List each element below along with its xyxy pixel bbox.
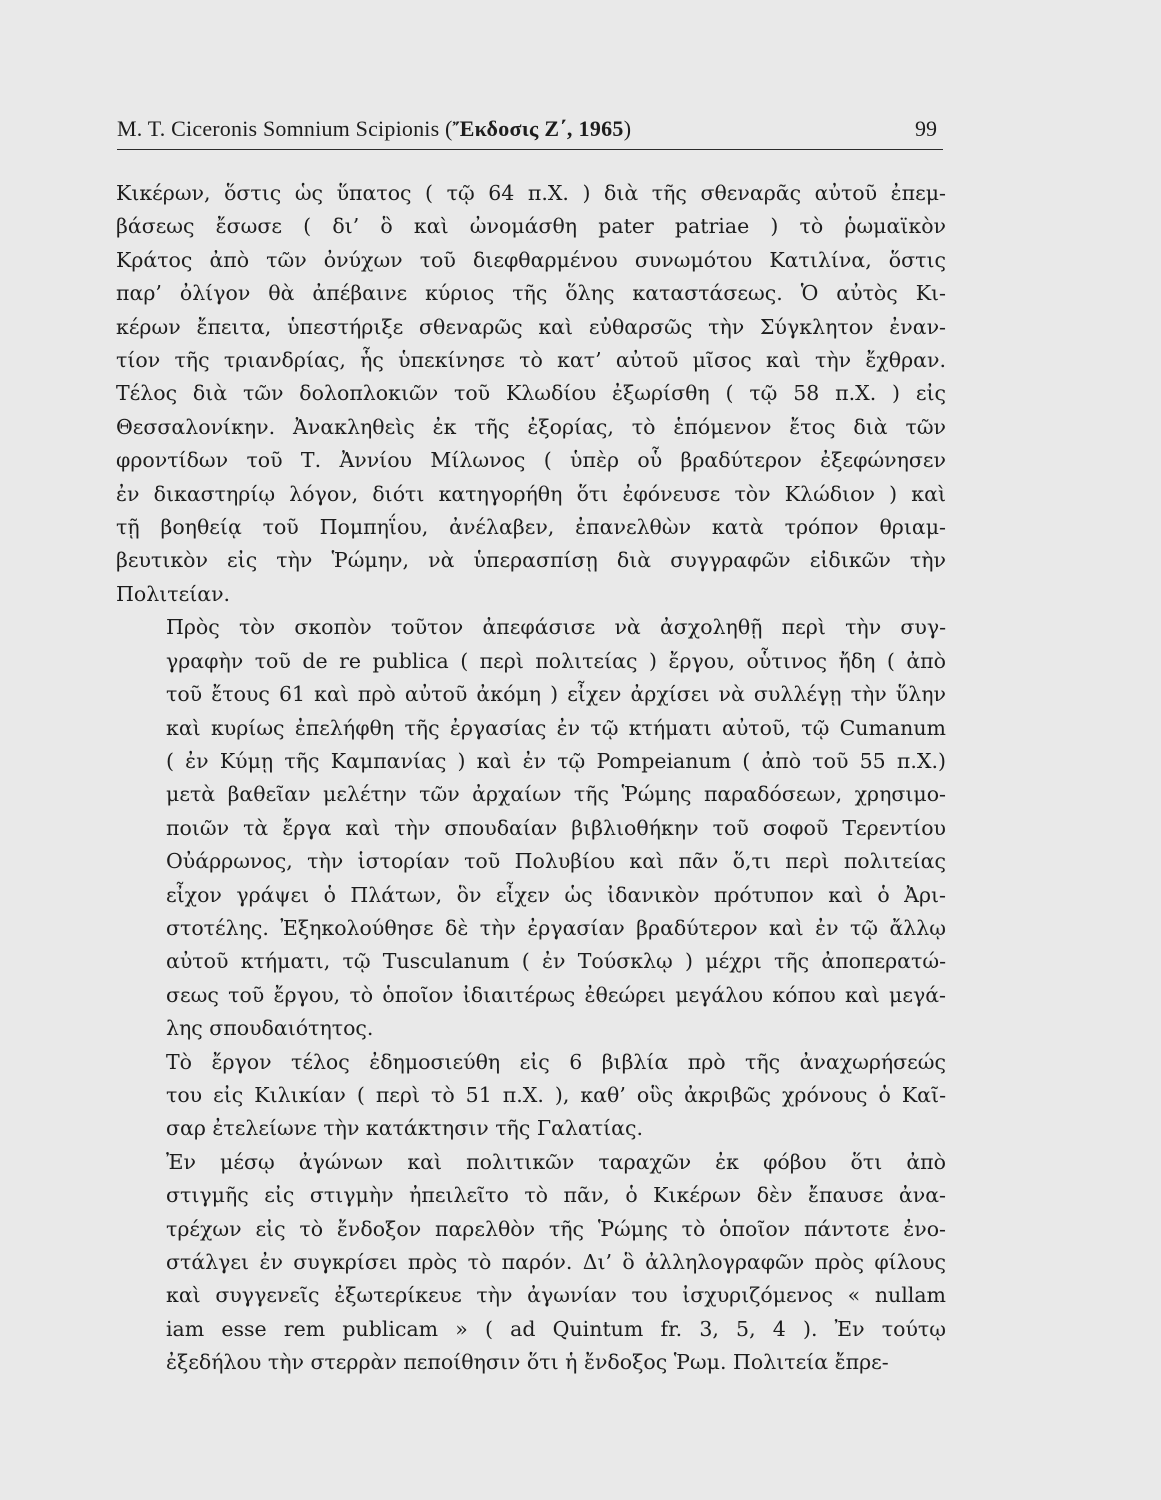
paragraph bbox=[116, 611, 946, 1045]
page-header bbox=[117, 104, 943, 150]
text-line: Πρὸς τὸν σκοπὸν τοῦτον ἀπεφάσισε νὰ ἀσχοληθῇ περὶ τὴν συγ- bbox=[166, 615, 946, 640]
paragraph bbox=[116, 177, 946, 611]
text-line: σεως τοῦ ἔργου, τὸ ὁποῖον ἰδιαιτέρως ἐθεώρει μεγάλου κόπου καὶ μεγά- bbox=[166, 982, 946, 1007]
text-line: βάσεως ἔσωσε ( δι’ ὃ καὶ ὠνομάσθη pater patriae ) τὸ ῥωμαϊκὸν bbox=[116, 214, 946, 239]
text-line: τίον τῆς τριανδρίας, ἧς ὑπεκίνησε τὸ κατ’ αὐτοῦ μῖσος καὶ τὴν ἔχθραν. bbox=[116, 348, 946, 373]
text-line: σαρ ἐτελείωνε τὴν κατάκτησιν τῆς Γαλατίας. bbox=[166, 1116, 643, 1141]
page-number: 99 bbox=[915, 116, 937, 141]
text-line: του εἰς Κιλικίαν ( περὶ τὸ 51 π.Χ. ), καθ’ οὓς ἀκριβῶς χρόνους ὁ Καῖ- bbox=[166, 1082, 946, 1107]
running-title-prefix: M. T. Ciceronis Somnium Scipionis ( bbox=[117, 116, 453, 141]
text-line: καὶ κυρίως ἐπελήφθη τῆς ἐργασίας ἐν τῷ κτήματι αὐτοῦ, τῷ Cumanum bbox=[166, 715, 946, 740]
text-line: στάλγει ἐν συγκρίσει πρὸς τὸ παρόν. Δι’ ὃ ἀλληλογραφῶν πρὸς φίλους bbox=[166, 1250, 946, 1274]
text-line: Θεσσαλονίκην. Ἀνακληθεὶς ἐκ τῆς ἐξορίας, τὸ ἑπόμενον ἔτος διὰ τῶν bbox=[116, 414, 946, 439]
text-line: Τέλος διὰ τῶν δολοπλοκιῶν τοῦ Κλωδίου ἐξωρίσθη ( τῷ 58 π.Χ. ) εἰς bbox=[116, 381, 946, 406]
text-line: ποιῶν τὰ ἔργα καὶ τὴν σπουδαίαν βιβλιοθήκην τοῦ σοφοῦ Τερεντίου bbox=[166, 815, 946, 840]
text-line: iam esse rem publicam » ( ad Quintum fr. 3, 5, 4 ). Ἐν τούτῳ bbox=[166, 1316, 946, 1341]
text-line: βευτικὸν εἰς τὴν Ῥώμην, νὰ ὑπερασπίσῃ διὰ συγγραφῶν εἰδικῶν τὴν bbox=[116, 548, 946, 573]
text-line: Τὸ ἔργον τέλος ἐδημοσιεύθη εἰς 6 βιβλία πρὸ τῆς ἀναχωρήσεώς bbox=[166, 1049, 946, 1074]
text-line: λης σπουδαιότητος. bbox=[166, 1016, 374, 1041]
edition-label: Ἔκδοσις Ζ΄, 1965 bbox=[452, 116, 624, 141]
text-line: κέρων ἔπειτα, ὑπεστήριξε σθεναρῶς καὶ εὐθαρσῶς τὴν Σύγκλητον ἐναν- bbox=[116, 314, 946, 339]
text-line: τῇ βοηθείᾳ τοῦ Πομπηΐου, ἀνέλαβεν, ἐπανελθὼν κατὰ τρόπον θριαμ- bbox=[116, 515, 946, 540]
text-line: στοτέλης. Ἐξηκολούθησε δὲ τὴν ἐργασίαν βραδύτερον καὶ ἐν τῷ ἄλλῳ bbox=[166, 915, 946, 940]
text-line: παρ’ ὀλίγον θὰ ἀπέβαινε κύριος τῆς ὅλης καταστάσεως. Ὁ αὐτὸς Κι- bbox=[116, 281, 946, 306]
text-line: Οὐάρρωνος, τὴν ἱστορίαν τοῦ Πολυβίου καὶ πᾶν ὅ,τι περὶ πολιτείας bbox=[166, 849, 946, 874]
text-line: γραφὴν τοῦ de re publica ( περὶ πολιτείας ) ἔργου, οὗτινος ἤδη ( ἀπὸ bbox=[166, 648, 946, 673]
text-line: ἐν δικαστηρίῳ λόγον, διότι κατηγορήθη ὅτι ἐφόνευσε τὸν Κλώδιον ) καὶ bbox=[116, 481, 946, 506]
text-line: στιγμῆς εἰς στιγμὴν ἠπειλεῖτο τὸ πᾶν, ὁ Κικέρων δὲν ἔπαυσε ἀνα- bbox=[166, 1183, 946, 1208]
paragraph bbox=[116, 1146, 946, 1380]
running-title bbox=[117, 116, 631, 142]
text-line: Κικέρων, ὅστις ὡς ὕπατος ( τῷ 64 π.Χ. ) διὰ τῆς σθεναρᾶς αὐτοῦ ἐπεμ- bbox=[116, 181, 946, 205]
paragraph bbox=[116, 1046, 946, 1146]
text-line: αὐτοῦ κτήματι, τῷ Tusculanum ( ἐν Τούσκλῳ ) μέχρι τῆς ἀποπερατώ- bbox=[166, 949, 946, 974]
text-line: τρέχων εἰς τὸ ἔνδοξον παρελθὸν τῆς Ῥώμης τὸ ὁποῖον πάντοτε ἐνο- bbox=[166, 1216, 946, 1241]
text-line: καὶ συγγενεῖς ἐξωτερίκευε τὴν ἀγωνίαν του ἰσχυριζόμενος « nullam bbox=[166, 1283, 946, 1308]
text-line: Ἐν μέσῳ ἀγώνων καὶ πολιτικῶν ταραχῶν ἐκ φόβου ὅτι ἀπὸ bbox=[166, 1149, 946, 1174]
text-line: Πολιτείαν. bbox=[116, 581, 231, 606]
text-line: τοῦ ἔτους 61 καὶ πρὸ αὐτοῦ ἀκόμη ) εἶχεν ἀρχίσει νὰ συλλέγῃ τὴν ὕλην bbox=[166, 682, 946, 707]
body-text bbox=[116, 177, 946, 1380]
text-line: μετὰ βαθεῖαν μελέτην τῶν ἀρχαίων τῆς Ῥώμης παραδόσεων, χρησιμο- bbox=[166, 782, 946, 807]
running-title-suffix: ) bbox=[623, 116, 632, 141]
text-line: φροντίδων τοῦ Τ. Ἀννίου Μίλωνος ( ὑπὲρ οὗ βραδύτερον ἐξεφώνησεν bbox=[116, 448, 946, 473]
text-line: ( ἐν Κύμῃ τῆς Καμπανίας ) καὶ ἐν τῷ Pompeianum ( ἀπὸ τοῦ 55 π.Χ.) bbox=[166, 748, 946, 773]
text-line: Κράτος ἀπὸ τῶν ὀνύχων τοῦ διεφθαρμένου συνωμότου Κατιλίνα, ὅστις bbox=[116, 247, 946, 272]
text-line: ἐξεδήλου τὴν στερρὰν πεποίθησιν ὅτι ἡ ἔνδοξος Ῥωμ. Πολιτεία ἔπρε- bbox=[166, 1350, 889, 1375]
text-line: εἶχον γράψει ὁ Πλάτων, ὃν εἶχεν ὡς ἰδανικὸν πρότυπον καὶ ὁ Ἀρι- bbox=[166, 882, 946, 907]
